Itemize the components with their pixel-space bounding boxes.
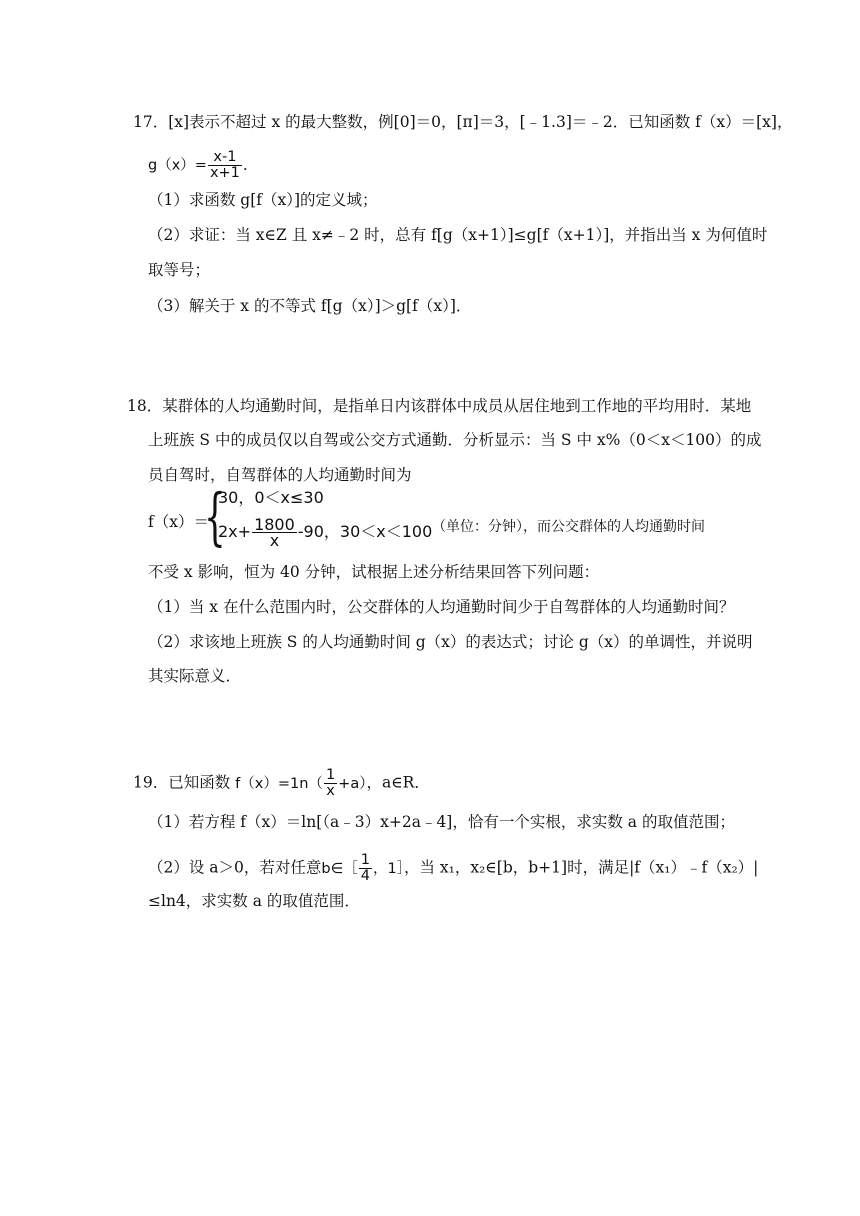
q18-case2-numerator: 1800 <box>254 515 295 534</box>
q19-intro <box>133 768 430 799</box>
q17-line1: 17．[x]表示不超过 x 的最大整数，例[0]＝0，[π]＝3，[﹣1.3]＝﹣2．已知函数 f（x）＝[x]， <box>133 113 793 131</box>
q17-g-fraction <box>208 150 242 181</box>
q19-b-close: ，1］ <box>372 860 404 877</box>
q17-g-suffix: ． <box>242 155 259 174</box>
q18-line5: 不受 x 影响，恒为 40 分钟，试根据上述分析结果回答下列问题： <box>148 563 600 581</box>
q19-part2-line2: ≤ln4，求实数 a 的取值范围． <box>148 892 360 910</box>
q18-after-cases: （单位：分钟），而公交群体的人均通勤时间 <box>432 519 705 535</box>
q19-b-denominator: 4 <box>360 868 370 884</box>
q17-g-numerator: x-1 <box>213 149 237 165</box>
q18-case2-denominator: x <box>252 532 297 548</box>
q19-f-numerator: 1 <box>325 767 336 783</box>
q18-part2-line1: （2）求该地上班族 S 的人均通勤时间 g（x）的表达式；讨论 g（x）的单调性，并说明 <box>148 633 753 651</box>
q17-part1: （1）求函数 g[f（x）]的定义域； <box>148 191 378 209</box>
q17-g-prefix: g（x）= <box>148 157 207 174</box>
q19-part2-line1 <box>148 853 758 884</box>
q17-part2-line1: （2）求证：当 x∈Z 且 x≠﹣2 时，总有 f[g（x+1）]≤g[f（x+1）]，并指出当 x 为何值时 <box>148 226 768 244</box>
q19-f-a: f（x）=1n（ <box>235 775 323 792</box>
q17-part3: （3）解关于 x 的不等式 f[g（x）]＞g[f（x）]． <box>148 297 472 315</box>
q19-part2-c: ，当 x₁，x₂∈[b，b+1]时，满足|f（x₁）﹣f（x₂）| <box>403 858 759 877</box>
q19-b-numerator: 1 <box>360 852 370 868</box>
q19-b-fraction <box>359 853 372 884</box>
q18-case1: 30，0＜x≤30 <box>218 488 324 507</box>
q18-piecewise-brace: { <box>204 480 226 553</box>
q19-suffix: ，a∈R． <box>366 773 430 792</box>
q17-g-denominator: x+1 <box>209 165 240 181</box>
q18-line2: 上班族 S 中的成员仅以自驾或公交方式通勤．分析显示：当 S 中 x%（0＜x＜100）的成 <box>148 431 762 449</box>
q19-part2-a: （2）设 a＞0，若对任意 <box>148 858 322 877</box>
q18-case2-fraction <box>252 517 297 548</box>
q18-part1: （1）当 x 在什么范围内时，公交群体的人均通勤时间少于自驾群体的人均通勤时间？ <box>148 598 735 616</box>
q19-prefix: 19．已知函数 <box>133 773 231 792</box>
q19-part1: （1）若方程 f（x）＝ln[（a﹣3）x+2a﹣4]，恰有一个实根，求实数 a 的取值范围； <box>148 813 735 831</box>
q19-f-fraction <box>324 768 337 799</box>
q19-b-interval <box>321 852 404 884</box>
q18-case2-b: -90，30＜x＜100 <box>297 522 433 541</box>
q19-f-denominator: x <box>324 783 337 799</box>
q18-line1: 18．某群体的人均通勤时间，是指单日内该群体中成员从居住地到工作地的平均用时．某地 <box>127 397 752 415</box>
q19-f-b: +a） <box>338 775 367 792</box>
q17-g-definition <box>148 150 258 181</box>
q18-part2-line2: 其实际意义． <box>148 667 242 685</box>
q18-fx-label: f（x）＝ <box>148 513 209 531</box>
q18-line3: 员自驾时，自驾群体的人均通勤时间为 <box>148 466 412 484</box>
q17-part2-line2: 取等号； <box>148 261 211 279</box>
q18-case2 <box>218 517 432 548</box>
q18-case2-a: 2x+ <box>218 522 252 541</box>
q19-function <box>235 767 367 799</box>
q19-b-open: b∈［ <box>321 860 358 877</box>
